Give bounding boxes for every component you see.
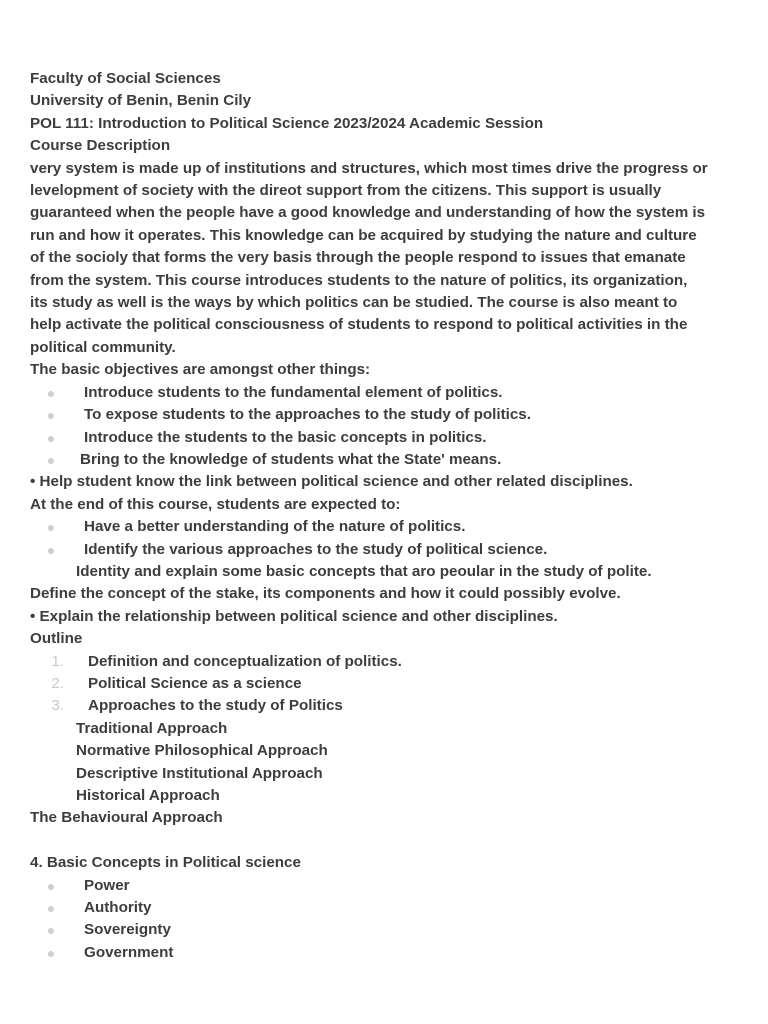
outcome-text: Identify the various approaches to the study of political science. [84,540,548,558]
faculty-line: Faculty of Social Sciences [30,70,221,87]
list-item [30,875,744,897]
list-item [30,539,744,561]
bullet-icon: ● [46,877,56,894]
behavioural-approach: The Behavioural Approach [30,809,223,827]
concept-text: Government [84,943,174,961]
course-description-heading: Course Description [30,137,171,155]
list-number: 3. [51,697,64,715]
outcomes-intro: At the end of this course, students are expected to: [30,495,401,513]
list-item [30,449,744,471]
university-line: University of Benin, Benin Cily [30,92,252,110]
outcomes-list [30,516,744,561]
list-item [30,651,744,673]
approach-item: Normative Philosophical Approach [76,742,328,760]
description-line: political community. [30,338,176,356]
document-page [30,68,744,964]
objective-text: Introduce the students to the basic concepts in politics. [84,428,487,446]
objective-extra: • Help student know the link between political science and other related disciplines. [30,473,633,491]
list-item [30,897,744,919]
outcome-explain: • Explain the relationship between political science and other disciplines. [30,607,558,625]
bullet-icon: ● [46,922,56,939]
list-item [30,427,744,449]
bullet-icon: ● [46,429,56,446]
outline-text: Approaches to the study of Politics [88,697,343,715]
concept-text: Authority [84,899,152,917]
concept-text: Sovereignty [84,921,171,939]
list-item [30,404,744,426]
list-number: 1. [51,652,64,670]
description-line: guaranteed when the people have a good knowledge and understanding of how the system is [30,204,706,222]
course-description-body [30,158,744,360]
list-item [30,673,744,695]
outline-heading: Outline [30,630,83,648]
description-line: help activate the political consciousness of students to respond to political activities in the [30,316,688,334]
section-4-heading: 4. Basic Concepts in Political science [30,854,301,872]
bullet-icon: ● [46,519,56,536]
objectives-list [30,382,744,472]
description-line: very system is made up of institutions and structures, which most times drive the progress or [30,159,708,177]
outline-list [30,651,744,718]
approach-item: Traditional Approach [76,719,228,737]
approach-item: Descriptive Institutional Approach [76,764,323,782]
description-line: levelopment of society with the direot support from the citizens. This support is usually [30,182,662,200]
list-item [30,382,744,404]
objective-text: To expose students to the approaches to the study of politics. [84,406,531,424]
description-line: its study as well is the ways by which politics can be studied. The course is also meant to [30,294,678,312]
bullet-icon: ● [46,900,56,917]
bullet-icon: ● [46,451,56,468]
objective-text: Bring to the knowledge of students what the State' means. [80,450,502,468]
bullet-icon: ● [46,384,56,401]
list-item [30,919,744,941]
outline-text: Political Science as a science [88,674,302,692]
approaches-sublist [30,718,744,808]
description-line: run and how it operates. This knowledge can be acquired by studying the nature and culture [30,226,697,244]
approach-item: Historical Approach [76,787,220,804]
course-title: POL 111: Introduction to Political Science 2023/2024 Academic Session [30,114,544,132]
description-line: from the system. This course introduces students to the nature of politics, its organization, [30,271,688,289]
list-item [30,516,744,538]
list-number: 2. [51,674,64,692]
list-item [30,942,744,964]
bullet-icon: ● [46,407,56,424]
outcome-indented: Identity and explain some basic concepts that aro peoular in the study of polite. [76,562,652,580]
concepts-list [30,875,744,965]
outcome-define: Define the concept of the stake, its components and how it could possibly evolve. [30,585,621,603]
outcome-text: Have a better understanding of the nature of politics. [84,518,466,536]
list-item [30,695,744,717]
objectives-intro: The basic objectives are amongst other things: [30,361,371,379]
blank-line [30,830,744,852]
outline-text: Definition and conceptualization of politics. [88,652,402,670]
bullet-icon: ● [46,944,56,961]
concept-text: Power [84,876,130,894]
objective-text: Introduce students to the fundamental element of politics. [84,383,503,401]
bullet-icon: ● [46,541,56,558]
description-line: of the socioly that forms the very basis through the people respond to issues that emanate [30,249,686,267]
